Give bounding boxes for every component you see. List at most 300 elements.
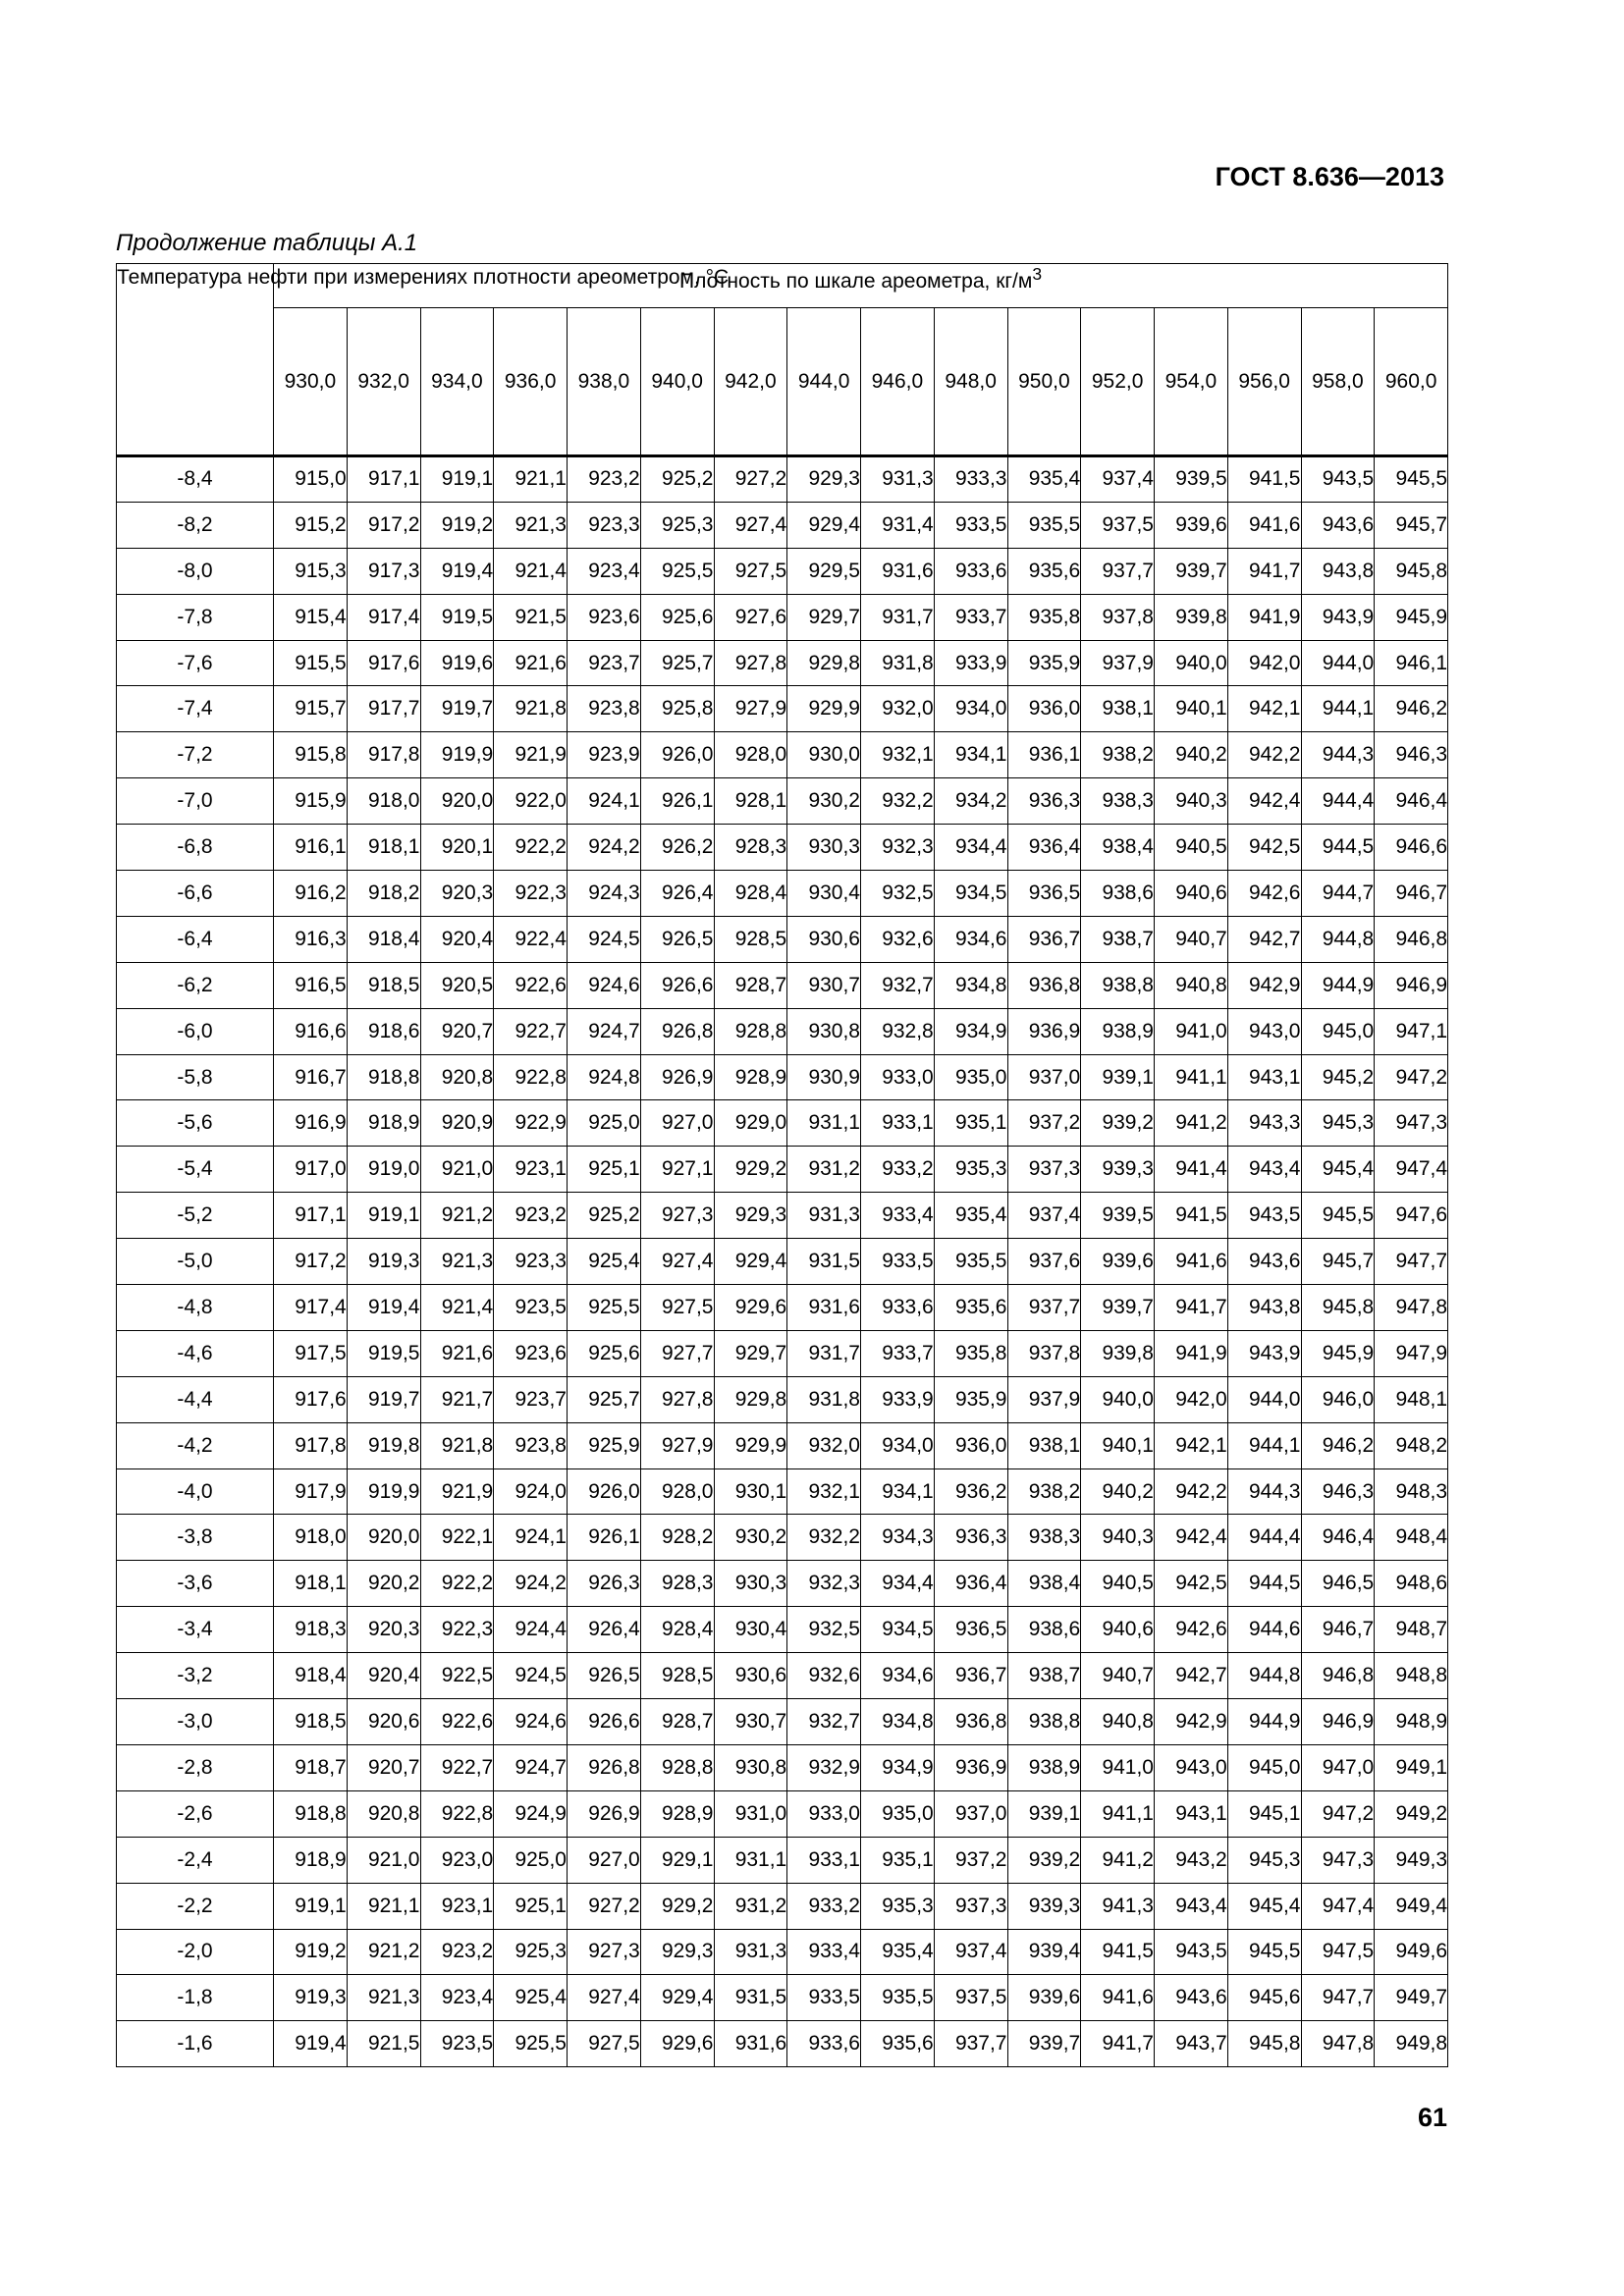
density-cell: 921,0 — [347, 1837, 420, 1883]
density-cell: 931,5 — [787, 1239, 861, 1285]
density-cell: 939,1 — [1081, 1054, 1155, 1100]
density-cell: 946,7 — [1375, 871, 1448, 917]
density-cell: 938,2 — [1081, 732, 1155, 778]
density-cell: 918,5 — [274, 1699, 348, 1745]
temperature-cell: -2,4 — [117, 1837, 274, 1883]
temperature-cell: -4,0 — [117, 1468, 274, 1515]
density-column-header: 940,0 — [640, 308, 714, 456]
table-row — [117, 1193, 1448, 1239]
density-cell: 943,1 — [1155, 1790, 1228, 1837]
density-cell: 939,7 — [1081, 1285, 1155, 1331]
density-column-header: 944,0 — [787, 308, 861, 456]
density-cell: 925,7 — [568, 1376, 641, 1422]
density-cell: 939,3 — [1081, 1147, 1155, 1193]
density-cell: 927,2 — [568, 1883, 641, 1929]
density-cell: 926,9 — [640, 1054, 714, 1100]
density-cell: 945,6 — [1227, 1975, 1301, 2021]
density-cell: 943,9 — [1227, 1330, 1301, 1376]
density-cell: 946,2 — [1301, 1422, 1375, 1468]
table-row — [117, 1468, 1448, 1515]
temperature-cell: -4,8 — [117, 1285, 274, 1331]
density-cell: 947,9 — [1375, 1330, 1448, 1376]
density-cell: 944,0 — [1301, 640, 1375, 686]
density-cell: 927,0 — [640, 1100, 714, 1147]
density-column-header: 960,0 — [1375, 308, 1448, 456]
density-cell: 928,4 — [640, 1607, 714, 1653]
table-row — [117, 686, 1448, 732]
density-cell: 926,4 — [568, 1607, 641, 1653]
table-body — [117, 456, 1448, 2067]
table-row — [117, 1607, 1448, 1653]
temperature-cell: -6,6 — [117, 871, 274, 917]
density-cell: 917,2 — [347, 502, 420, 548]
density-cell: 927,6 — [714, 594, 787, 640]
density-cell: 945,1 — [1227, 1790, 1301, 1837]
density-cell: 948,8 — [1375, 1653, 1448, 1699]
density-cell: 924,7 — [568, 1008, 641, 1054]
document-id: ГОСТ 8.636—2013 — [1215, 162, 1444, 191]
density-cell: 921,0 — [420, 1147, 494, 1193]
density-cell: 942,7 — [1155, 1653, 1228, 1699]
density-cell: 942,5 — [1155, 1561, 1228, 1607]
temperature-cell: -2,0 — [117, 1929, 274, 1975]
density-cell: 925,9 — [568, 1422, 641, 1468]
density-cell: 921,5 — [347, 2021, 420, 2067]
density-cell: 928,4 — [714, 871, 787, 917]
density-cell: 928,7 — [640, 1699, 714, 1745]
density-cell: 933,2 — [861, 1147, 935, 1193]
density-cell: 919,9 — [420, 732, 494, 778]
density-cell: 933,1 — [861, 1100, 935, 1147]
density-cell: 926,6 — [640, 962, 714, 1008]
table-row — [117, 1239, 1448, 1285]
density-cell: 928,8 — [714, 1008, 787, 1054]
density-cell: 923,2 — [420, 1929, 494, 1975]
density-cell: 945,3 — [1301, 1100, 1375, 1147]
density-cell: 937,9 — [1081, 640, 1155, 686]
density-cell: 921,1 — [347, 1883, 420, 1929]
density-cell: 931,6 — [861, 548, 935, 594]
density-cell: 929,4 — [714, 1239, 787, 1285]
temperature-cell: -4,6 — [117, 1330, 274, 1376]
density-cell: 917,9 — [274, 1468, 348, 1515]
density-cell: 927,3 — [640, 1193, 714, 1239]
density-cell: 945,8 — [1227, 2021, 1301, 2067]
density-cell: 919,7 — [347, 1376, 420, 1422]
density-cell: 931,6 — [714, 2021, 787, 2067]
density-cell: 936,5 — [934, 1607, 1007, 1653]
density-cell: 932,7 — [787, 1699, 861, 1745]
density-cell: 943,4 — [1227, 1147, 1301, 1193]
density-cell: 929,2 — [714, 1147, 787, 1193]
density-cell: 943,3 — [1227, 1100, 1301, 1147]
temperature-cell: -6,0 — [117, 1008, 274, 1054]
density-cell: 940,8 — [1081, 1699, 1155, 1745]
density-cell: 921,9 — [494, 732, 568, 778]
density-cell: 918,3 — [274, 1607, 348, 1653]
density-cell: 918,4 — [347, 916, 420, 962]
density-cell: 941,1 — [1081, 1790, 1155, 1837]
density-cell: 942,7 — [1227, 916, 1301, 962]
table-row — [117, 916, 1448, 962]
density-cell: 920,7 — [347, 1744, 420, 1790]
density-cell: 915,4 — [274, 594, 348, 640]
density-cell: 941,2 — [1081, 1837, 1155, 1883]
density-cell: 924,0 — [494, 1468, 568, 1515]
density-cell: 940,0 — [1155, 640, 1228, 686]
table-row — [117, 732, 1448, 778]
density-cell: 926,3 — [568, 1561, 641, 1607]
density-cell: 947,7 — [1375, 1239, 1448, 1285]
density-cell: 937,2 — [1007, 1100, 1081, 1147]
density-cell: 943,6 — [1227, 1239, 1301, 1285]
density-cell: 941,2 — [1155, 1100, 1228, 1147]
density-cell: 941,7 — [1081, 2021, 1155, 2067]
density-cell: 924,2 — [494, 1561, 568, 1607]
density-cell: 937,4 — [1081, 456, 1155, 503]
density-cell: 934,4 — [861, 1561, 935, 1607]
density-cell: 933,5 — [861, 1239, 935, 1285]
density-cell: 939,2 — [1007, 1837, 1081, 1883]
density-cell: 941,5 — [1155, 1193, 1228, 1239]
density-cell: 919,2 — [420, 502, 494, 548]
density-cell: 946,0 — [1301, 1376, 1375, 1422]
density-cell: 942,1 — [1155, 1422, 1228, 1468]
density-cell: 942,4 — [1227, 778, 1301, 825]
density-cell: 927,4 — [714, 502, 787, 548]
table-row — [117, 871, 1448, 917]
density-cell: 927,9 — [640, 1422, 714, 1468]
density-cell: 918,8 — [274, 1790, 348, 1837]
density-cell: 933,6 — [934, 548, 1007, 594]
temperature-cell: -7,6 — [117, 640, 274, 686]
table-row — [117, 1744, 1448, 1790]
density-cell: 928,7 — [714, 962, 787, 1008]
density-cell: 937,3 — [934, 1883, 1007, 1929]
temperature-cell: -5,6 — [117, 1100, 274, 1147]
density-cell: 924,9 — [494, 1790, 568, 1837]
density-cell: 945,4 — [1227, 1883, 1301, 1929]
density-cell: 943,8 — [1301, 548, 1375, 594]
density-cell: 924,1 — [494, 1515, 568, 1561]
density-cell: 934,9 — [934, 1008, 1007, 1054]
density-cell: 917,4 — [347, 594, 420, 640]
density-cell: 918,6 — [347, 1008, 420, 1054]
density-cell: 929,3 — [640, 1929, 714, 1975]
density-cell: 916,1 — [274, 825, 348, 871]
density-cell: 926,4 — [640, 871, 714, 917]
density-cell: 934,0 — [934, 686, 1007, 732]
density-cell: 928,1 — [714, 778, 787, 825]
density-cell: 937,3 — [1007, 1147, 1081, 1193]
density-cell: 918,9 — [347, 1100, 420, 1147]
density-cell: 921,8 — [420, 1422, 494, 1468]
density-cell: 942,9 — [1227, 962, 1301, 1008]
density-cell: 934,2 — [934, 778, 1007, 825]
density-cell: 939,6 — [1155, 502, 1228, 548]
density-cell: 935,6 — [1007, 548, 1081, 594]
temperature-cell: -1,6 — [117, 2021, 274, 2067]
density-cell: 925,1 — [568, 1147, 641, 1193]
density-cell: 935,0 — [934, 1054, 1007, 1100]
temperature-cell: -8,0 — [117, 548, 274, 594]
table-row — [117, 1883, 1448, 1929]
density-cell: 925,0 — [494, 1837, 568, 1883]
density-cell: 938,3 — [1007, 1515, 1081, 1561]
density-cell: 937,2 — [934, 1837, 1007, 1883]
density-cell: 916,9 — [274, 1100, 348, 1147]
density-cell: 936,4 — [1007, 825, 1081, 871]
density-cell: 929,3 — [787, 456, 861, 503]
density-cell: 921,3 — [420, 1239, 494, 1285]
density-cell: 943,8 — [1227, 1285, 1301, 1331]
density-cell: 945,0 — [1301, 1008, 1375, 1054]
density-cell: 939,1 — [1007, 1790, 1081, 1837]
density-cell: 944,8 — [1227, 1653, 1301, 1699]
density-cell: 945,8 — [1375, 548, 1448, 594]
density-cell: 944,1 — [1301, 686, 1375, 732]
density-cell: 926,6 — [568, 1699, 641, 1745]
temperature-cell: -7,8 — [117, 594, 274, 640]
density-cell: 933,9 — [861, 1376, 935, 1422]
density-cell: 942,6 — [1155, 1607, 1228, 1653]
density-cell: 927,5 — [714, 548, 787, 594]
density-cell: 945,5 — [1301, 1193, 1375, 1239]
density-cell: 923,4 — [568, 548, 641, 594]
density-cell: 942,2 — [1227, 732, 1301, 778]
density-cell: 934,3 — [861, 1515, 935, 1561]
density-cell: 937,0 — [1007, 1054, 1081, 1100]
density-cell: 916,6 — [274, 1008, 348, 1054]
density-cell: 917,3 — [347, 548, 420, 594]
density-cell: 919,5 — [347, 1330, 420, 1376]
density-cell: 934,5 — [861, 1607, 935, 1653]
density-cell: 943,0 — [1227, 1008, 1301, 1054]
density-cell: 924,6 — [568, 962, 641, 1008]
density-cell: 919,1 — [420, 456, 494, 503]
density-cell: 920,4 — [347, 1653, 420, 1699]
temperature-cell: -4,4 — [117, 1376, 274, 1422]
density-cell: 947,5 — [1301, 1929, 1375, 1975]
density-cell: 932,1 — [787, 1468, 861, 1515]
density-cell: 925,3 — [640, 502, 714, 548]
density-cell: 947,2 — [1301, 1790, 1375, 1837]
density-cell: 929,7 — [714, 1330, 787, 1376]
density-cell: 919,1 — [274, 1883, 348, 1929]
density-cell: 944,6 — [1227, 1607, 1301, 1653]
density-cell: 926,0 — [568, 1468, 641, 1515]
temperature-cell: -5,0 — [117, 1239, 274, 1285]
density-cell: 943,0 — [1155, 1744, 1228, 1790]
density-cell: 919,8 — [347, 1422, 420, 1468]
density-cell: 946,4 — [1375, 778, 1448, 825]
density-cell: 925,5 — [640, 548, 714, 594]
density-cell: 936,3 — [934, 1515, 1007, 1561]
density-cell: 919,1 — [347, 1193, 420, 1239]
density-cell: 946,6 — [1375, 825, 1448, 871]
density-column-headers — [117, 308, 1448, 456]
density-cell: 935,8 — [1007, 594, 1081, 640]
density-cell: 926,1 — [568, 1515, 641, 1561]
density-cell: 932,1 — [861, 732, 935, 778]
density-cell: 929,2 — [640, 1883, 714, 1929]
density-cell: 931,1 — [787, 1100, 861, 1147]
density-column-header: 946,0 — [861, 308, 935, 456]
density-cell: 944,7 — [1301, 871, 1375, 917]
density-cell: 940,2 — [1081, 1468, 1155, 1515]
density-cell: 931,3 — [861, 456, 935, 503]
density-cell: 917,1 — [347, 456, 420, 503]
density-cell: 942,5 — [1227, 825, 1301, 871]
density-cell: 937,7 — [1081, 548, 1155, 594]
density-cell: 926,9 — [568, 1790, 641, 1837]
table-header — [117, 264, 1448, 456]
density-cell: 947,3 — [1375, 1100, 1448, 1147]
density-cell: 947,2 — [1375, 1054, 1448, 1100]
density-cell: 935,5 — [861, 1975, 935, 2021]
temperature-cell: -8,4 — [117, 456, 274, 503]
page-number: 61 — [1417, 2103, 1447, 2132]
density-cell: 941,0 — [1081, 1744, 1155, 1790]
density-cell: 920,3 — [347, 1607, 420, 1653]
density-cell: 931,5 — [714, 1975, 787, 2021]
density-cell: 943,7 — [1155, 2021, 1228, 2067]
density-cell: 932,0 — [787, 1422, 861, 1468]
density-cell: 939,3 — [1007, 1883, 1081, 1929]
density-cell: 932,9 — [787, 1744, 861, 1790]
temperature-cell: -3,4 — [117, 1607, 274, 1653]
density-cell: 917,6 — [347, 640, 420, 686]
density-cell: 940,6 — [1081, 1607, 1155, 1653]
density-cell: 937,4 — [934, 1929, 1007, 1975]
density-cell: 925,0 — [568, 1100, 641, 1147]
density-cell: 929,9 — [787, 686, 861, 732]
density-cell: 945,9 — [1301, 1330, 1375, 1376]
density-cell: 929,0 — [714, 1100, 787, 1147]
density-cell: 922,2 — [494, 825, 568, 871]
temperature-cell: -2,6 — [117, 1790, 274, 1837]
density-cell: 927,1 — [640, 1147, 714, 1193]
density-cell: 938,4 — [1007, 1561, 1081, 1607]
density-cell: 940,7 — [1081, 1653, 1155, 1699]
density-cell: 917,6 — [274, 1376, 348, 1422]
density-cell: 933,9 — [934, 640, 1007, 686]
density-cell: 919,2 — [274, 1929, 348, 1975]
density-cell: 935,9 — [934, 1376, 1007, 1422]
density-cell: 936,7 — [934, 1653, 1007, 1699]
density-cell: 941,3 — [1081, 1883, 1155, 1929]
density-cell: 949,2 — [1375, 1790, 1448, 1837]
density-cell: 917,5 — [274, 1330, 348, 1376]
density-cell: 923,2 — [568, 456, 641, 503]
density-cell: 941,6 — [1155, 1239, 1228, 1285]
density-cell: 928,2 — [640, 1515, 714, 1561]
density-cell: 923,6 — [568, 594, 641, 640]
density-cell: 933,2 — [787, 1883, 861, 1929]
density-cell: 920,2 — [347, 1561, 420, 1607]
density-cell: 940,0 — [1081, 1376, 1155, 1422]
density-cell: 926,5 — [640, 916, 714, 962]
table-row — [117, 594, 1448, 640]
density-cell: 929,6 — [714, 1285, 787, 1331]
density-cell: 937,7 — [1007, 1285, 1081, 1331]
density-column-header: 954,0 — [1155, 308, 1228, 456]
density-cell: 940,8 — [1155, 962, 1228, 1008]
density-cell: 919,4 — [420, 548, 494, 594]
density-cell: 941,6 — [1081, 1975, 1155, 2021]
density-cell: 932,8 — [861, 1008, 935, 1054]
density-cell: 939,6 — [1007, 1975, 1081, 2021]
density-cell: 922,9 — [494, 1100, 568, 1147]
density-cell: 934,1 — [934, 732, 1007, 778]
density-cell: 920,5 — [420, 962, 494, 1008]
density-cell: 930,8 — [714, 1744, 787, 1790]
density-cell: 917,7 — [347, 686, 420, 732]
temperature-cell: -6,2 — [117, 962, 274, 1008]
density-cell: 943,4 — [1155, 1883, 1228, 1929]
density-cell: 948,4 — [1375, 1515, 1448, 1561]
density-cell: 940,6 — [1155, 871, 1228, 917]
density-cell: 931,7 — [861, 594, 935, 640]
density-cell: 942,0 — [1155, 1376, 1228, 1422]
density-cell: 922,8 — [494, 1054, 568, 1100]
temperature-cell: -2,2 — [117, 1883, 274, 1929]
density-cell: 927,0 — [568, 1837, 641, 1883]
density-cell: 946,8 — [1301, 1653, 1375, 1699]
density-cell: 942,4 — [1155, 1515, 1228, 1561]
density-cell: 937,4 — [1007, 1193, 1081, 1239]
density-cell: 932,6 — [787, 1653, 861, 1699]
density-cell: 936,7 — [1007, 916, 1081, 962]
density-cell: 934,8 — [934, 962, 1007, 1008]
density-cell: 920,3 — [420, 871, 494, 917]
density-cell: 935,6 — [934, 1285, 1007, 1331]
density-cell: 930,3 — [787, 825, 861, 871]
density-column-header: 958,0 — [1301, 308, 1375, 456]
temperature-cell: -5,4 — [117, 1147, 274, 1193]
density-cell: 932,3 — [861, 825, 935, 871]
temperature-cell: -6,8 — [117, 825, 274, 871]
table-row — [117, 1975, 1448, 2021]
density-cell: 938,7 — [1081, 916, 1155, 962]
density-cell: 943,2 — [1155, 1837, 1228, 1883]
density-cell: 922,5 — [420, 1653, 494, 1699]
density-cell: 945,0 — [1227, 1744, 1301, 1790]
density-cell: 938,7 — [1007, 1653, 1081, 1699]
density-cell: 947,7 — [1301, 1975, 1375, 2021]
density-cell: 948,2 — [1375, 1422, 1448, 1468]
density-cell: 924,8 — [568, 1054, 641, 1100]
density-cell: 922,0 — [494, 778, 568, 825]
density-cell: 938,1 — [1081, 686, 1155, 732]
density-cell: 927,4 — [568, 1975, 641, 2021]
density-cell: 936,9 — [934, 1744, 1007, 1790]
density-cell: 936,4 — [934, 1561, 1007, 1607]
density-cell: 933,1 — [787, 1837, 861, 1883]
density-cell: 931,8 — [787, 1376, 861, 1422]
density-cell: 929,4 — [787, 502, 861, 548]
density-cell: 939,6 — [1081, 1239, 1155, 1285]
density-cell: 945,8 — [1301, 1285, 1375, 1331]
density-cell: 923,8 — [494, 1422, 568, 1468]
density-cell: 946,1 — [1375, 640, 1448, 686]
density-cell: 936,0 — [1007, 686, 1081, 732]
temperature-cell: -5,8 — [117, 1054, 274, 1100]
density-cell: 924,4 — [494, 1607, 568, 1653]
density-cell: 930,8 — [787, 1008, 861, 1054]
density-cell: 917,8 — [347, 732, 420, 778]
density-cell: 923,4 — [420, 1975, 494, 2021]
